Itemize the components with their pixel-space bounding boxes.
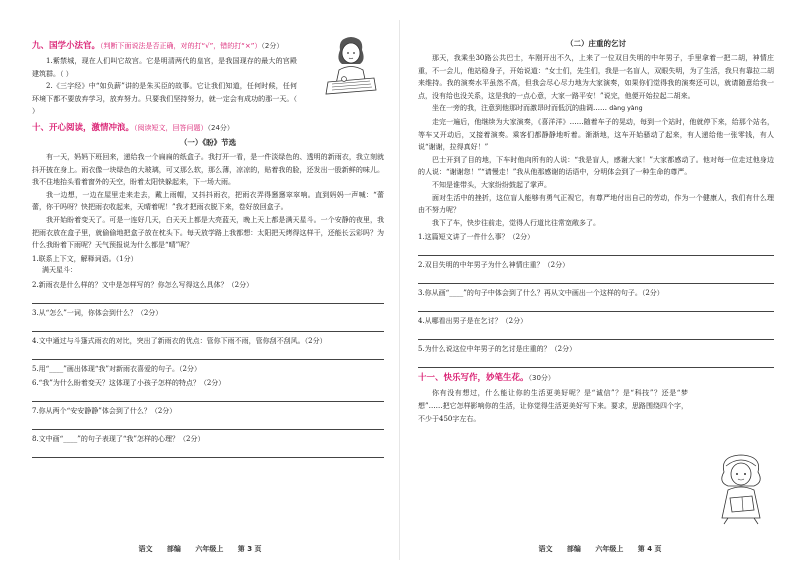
section-11-heading: 十一、快乐写作，妙笔生花。（30分）: [418, 373, 555, 384]
girl-reading-illustration: [322, 34, 380, 98]
answer-line-8[interactable]: [32, 446, 384, 458]
r-question-5: 5.为什么说这位中年男子的乞讨是庄重的？（2分）: [418, 345, 577, 354]
question-1: 1.联系上下文，解释词语。（1分）: [32, 254, 138, 263]
right-footer: 语文 部编 六年级上 第 4 页: [538, 545, 662, 553]
passage-1-questions: [32, 254, 384, 458]
girl-with-book-illustration: [708, 452, 774, 526]
r-answer-line-3[interactable]: [418, 300, 774, 312]
section-9-heading: 九、国学小法官。（判断下面说法是否正确，对的打“√”，错的打“×”）（2分）: [32, 41, 284, 51]
answer-line-3[interactable]: [32, 320, 384, 332]
passage-2-questions: [418, 232, 774, 368]
passage-2-paragraph-7: 我下了车，快步往前走，觉得人行道比往常宽敞多了。: [432, 218, 600, 227]
answer-line-6[interactable]: [32, 390, 384, 402]
answer-line-2[interactable]: [32, 292, 384, 304]
question-5: 5.用“____”画出体现“我”对新雨衣喜爱的句子。（2分）: [32, 364, 201, 373]
question-7: 7.你从两个“安安静静”体会到了什么？（2分）: [32, 406, 177, 415]
judge-item-1: 1.紫禁城，现在人们叫它故宫。它是明清两代的皇宫，是我国现存的最大的宫殿建筑群。（ ）: [32, 57, 297, 78]
question-4: 4.文中通过与斗篷式雨衣的对比，突出了新雨衣的优点：管你下雨不雨，管你刮不刮风。（2分）: [32, 336, 327, 345]
passage-1-title: （一）《盼》节选: [179, 137, 237, 147]
passage-1-paragraph-3: 我开始盼着变天了。可是一连好几天，白天天上都是大亮蓝天，晚上天上都是满天星斗。一个安静的夜里，我把雨衣放在盒子里，就偷偷地把盒子放在枕头下。每天放学路上我都想：太阳把天烤得这样干，还能长云彩吗？为什么我盼着下雨呢？天气预报说为什么都是“晴”呢？: [32, 215, 384, 250]
r-answer-line-5[interactable]: [418, 356, 774, 368]
answer-line-7[interactable]: [32, 418, 384, 430]
r-answer-line-4[interactable]: [418, 328, 774, 340]
pinyin-annotation: dàng yàng: [609, 105, 643, 113]
passage-1-paragraph-1: 有一天，妈妈下班回来，递给我一个扁扁的纸盒子。我打开一看，是一件淡绿色的、透明的新雨衣，我立刻就抖开披在身上。雨衣像一块绿色的大玻璃，可又那么软，那么薄，凉凉的，贴着我的脸，还发出一股新鲜的味儿。我不住地抬头看着窗外的天空，盼着太阳快躲起来，下一场大雨。: [32, 152, 384, 187]
writing-prompt: 你有没有想过，什么能让你的生活更美好呢？是“诚信”？是“科技”？还是“梦想”……把它怎样影响你的生活，让你觉得生活更美好写下来。要求，思路围绕四个字，不少于450字左右。: [418, 389, 688, 423]
question-1-sub: 满天星斗：: [42, 265, 77, 274]
passage-2-paragraph-1: 那天，我乘坐30路公共巴士，车刚开出不久，上来了一位双目失明的中年男子，手里拿着一把二胡，神情庄重，不一会儿，他站稳身子，开始说道：“女士们，先生们，我是一名盲人，双眼失明，为了生活，我只有靠拉二胡来维持。我的演奏水平虽然不高，但我会尽心尽力地为大家演奏，如果你们觉得我的演奏还可以，就请随意给我一点，没有给也没关系，这是我的一点心意，大家一路平安！”说完，他便开始拉起二胡来。: [418, 54, 774, 100]
question-8: 8.文中画“____”的句子表现了“我”怎样的心理？（2分）: [32, 434, 205, 443]
left-footer: 语文 部编 六年级上 第 3 页: [138, 545, 262, 553]
r-answer-line-2[interactable]: [418, 272, 774, 284]
r-question-3: 3.你从画“____”的句子中体会到了什么？再从文中画出一个这样的句子。（2分）: [418, 289, 664, 298]
r-question-1: 1.这篇短文讲了一件什么事？（2分）: [418, 233, 535, 242]
judge-item-2: 2.《三字经》中“如负薪”讲的是朱买臣的故事。它让我们知道，任何时候，任何环境下都不要放弃学习，放弃努力。只要我们坚持努力，就一定会有成功的那一天。（ ）: [32, 82, 297, 116]
question-2: 2.新雨衣是什么样的？文中是怎样写的？你怎么写得这么具体？（2分）: [32, 280, 254, 289]
section-9-items: [32, 55, 297, 118]
right-page: [400, 0, 800, 576]
passage-2-paragraph-4: 巴士开到了目的地，下车时他向所有的人说：“我是盲人，感谢大家！”大家都感动了。他对每一位走过他身边的人说：“谢谢您！”“请慢走！”我从他那感谢的话语中，分明体会到了一种生命的尊严。: [418, 155, 774, 177]
question-6: 6.“我”为什么盼着变天？这体现了小孩子怎样的特点？（2分）: [32, 378, 226, 387]
passage-2-paragraph-3: 走完一遍后，他继续为大家演奏，《喜洋洋》……随着车子的晃动，每到一个站时，他就停下来，给那个站名，等车又开动后，又接着演奏。乘客们都静静地听着。渐渐地，这车开始骚动了起来，有人递给他一张零钱，有人说“谢谢，拉得真好！”: [418, 117, 774, 152]
passage-2-title: （二）庄重的乞讨: [566, 39, 626, 48]
r-question-2: 2.双目失明的中年男子为什么神情庄重？（2分）: [418, 261, 570, 270]
answer-line-4[interactable]: [32, 348, 384, 360]
r-question-4: 4.从哪看出男子是在乞讨？（2分）: [418, 317, 528, 326]
passage-2-paragraph-6: 面对生活中的挫折，这位盲人能够有勇气正视它，有尊严地付出自己的劳动，作为一个健康人，我们有什么理由不努力呢？: [418, 193, 774, 215]
question-3: 3.从“怎么”一词，你体会到什么？（2分）: [32, 308, 163, 317]
passage-2-paragraph-2: 坐在一旁的我，注意到他那时而激昂时而低沉的曲调…… dàng yàng: [432, 104, 643, 113]
passage-2-paragraph-5: 不知是谁带头，大家纷纷鼓起了掌声。: [432, 180, 551, 189]
r-answer-line-1[interactable]: [418, 244, 774, 256]
passage-1-paragraph-2: 我一边想，一边在屋里走来走去，戴上雨帽，又抖抖雨衣，把雨衣弄得窸窸窣窣响。直到妈妈一声喊：“蕾蕾，你干吗呀？快把雨衣收起来，天晴着呢！”我才把雨衣脱下来，卷好放回盒子。: [32, 190, 384, 212]
section-10-heading: 十、开心阅读，激情冲浪。（阅读短文，回答问题）（24分）: [32, 122, 234, 133]
